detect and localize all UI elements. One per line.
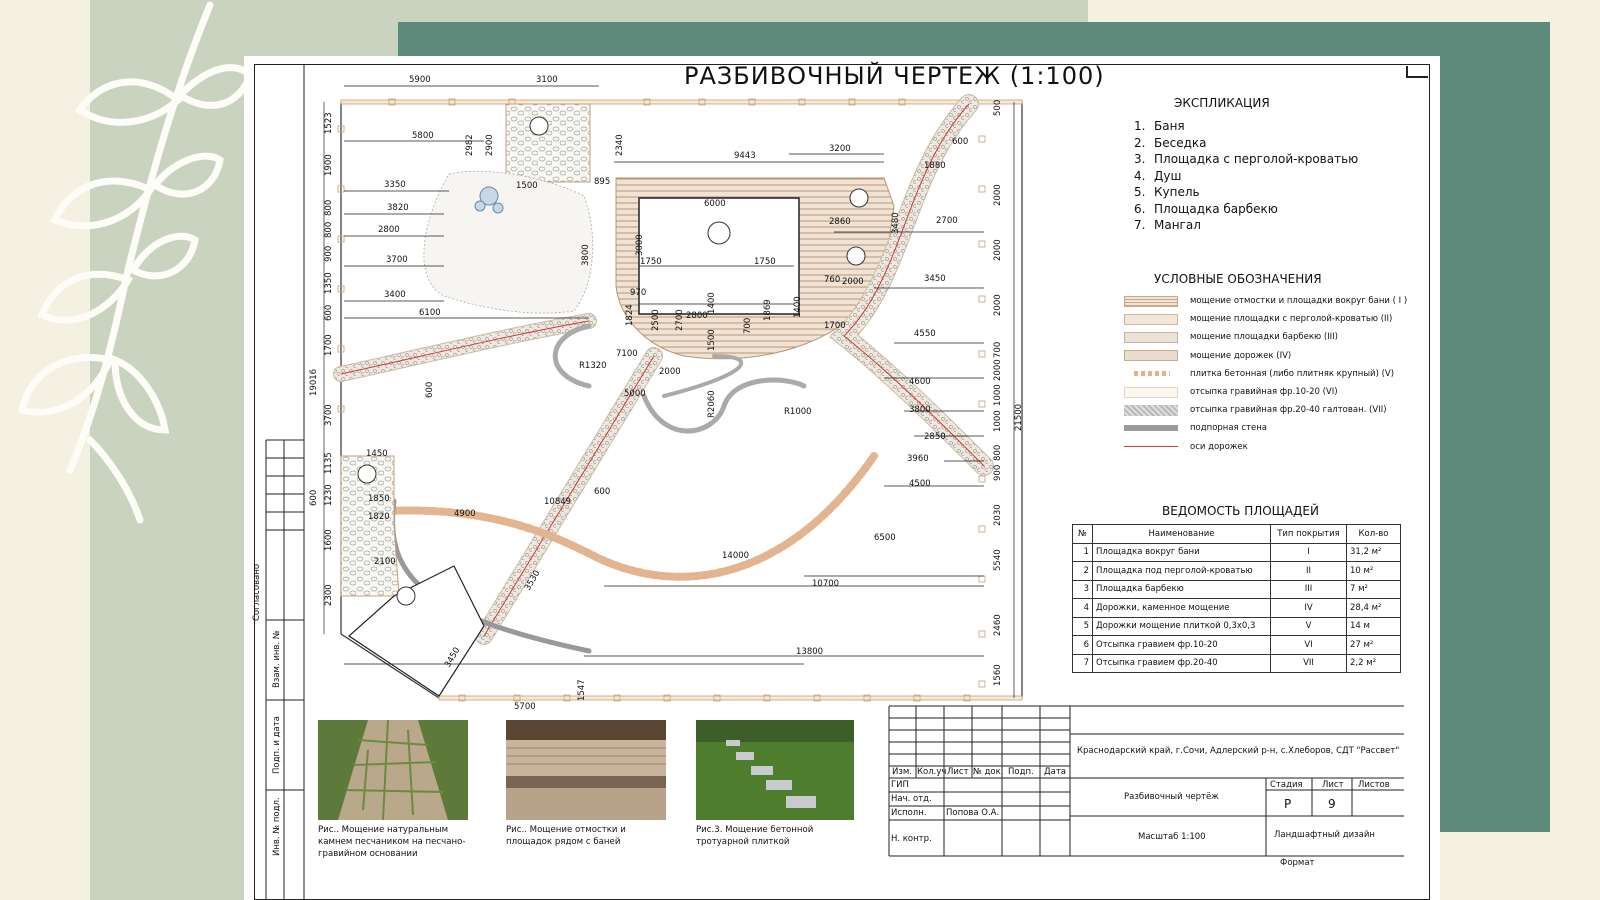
svg-text:2900: 2900 <box>485 134 495 156</box>
header-cell: № <box>1073 525 1093 544</box>
svg-text:2000: 2000 <box>659 367 681 377</box>
svg-text:2460: 2460 <box>993 614 1003 636</box>
explication-list <box>1124 118 1424 234</box>
svg-text:1820: 1820 <box>368 512 390 522</box>
svg-text:2000: 2000 <box>993 359 1003 381</box>
svg-text:2100: 2100 <box>374 557 396 567</box>
svg-text:3820: 3820 <box>387 203 409 213</box>
stamp-executor: Попова О.А. <box>946 808 1000 818</box>
svg-text:1000: 1000 <box>993 410 1003 432</box>
legend-item: мощение дорожек (IV) <box>1124 347 1440 365</box>
stamp-sheet: 9 <box>1328 797 1336 811</box>
explication-item: 4. Душ <box>1134 168 1182 183</box>
svg-text:1700: 1700 <box>324 334 334 356</box>
svg-text:3530: 3530 <box>522 568 543 593</box>
svg-text:3480: 3480 <box>891 212 901 234</box>
explication-item: 1. Баня <box>1134 119 1185 133</box>
stamp-org: Ландшафтный дизайн <box>1274 830 1375 840</box>
legend-item: отсыпка гравийная фр.10-20 (VI) <box>1124 383 1440 401</box>
stamp-stage-label: Стадия <box>1270 780 1303 790</box>
stamp-col-label: Изм. <box>892 767 912 777</box>
legend-swatch <box>1134 371 1170 376</box>
svg-text:600: 600 <box>425 381 435 398</box>
stamp-role: ГИП <box>891 780 909 790</box>
svg-text:2800: 2800 <box>686 311 708 321</box>
stamp-sheet-label: Лист <box>1322 780 1344 790</box>
svg-text:500: 500 <box>993 99 1003 116</box>
table-row: 7 Отсыпка гравием фр.20-40 VII 2,2 м² <box>1073 654 1401 673</box>
legend-swatch <box>1124 332 1178 343</box>
stamp-role: Исполн. <box>891 808 927 818</box>
explication-item: 5. Купель <box>1134 185 1200 199</box>
svg-text:1350: 1350 <box>324 272 334 294</box>
svg-text:6000: 6000 <box>704 199 726 209</box>
svg-text:4550: 4550 <box>914 329 936 339</box>
svg-text:1523: 1523 <box>324 112 334 134</box>
svg-text:900: 900 <box>324 245 334 262</box>
drawing-title: РАЗБИВОЧНЫЙ ЧЕРТЕЖ (1:100) <box>684 62 1105 90</box>
svg-text:1230: 1230 <box>324 484 334 506</box>
side-label-replace: Взам. инв. № <box>272 630 282 688</box>
svg-text:3450: 3450 <box>924 274 946 284</box>
stamp-format: Формат <box>1280 858 1315 868</box>
legend-panel <box>1124 272 1440 456</box>
svg-text:1500: 1500 <box>516 181 538 191</box>
svg-text:5540: 5540 <box>993 549 1003 571</box>
photo-caption: Рис.. Мощение натуральным камнем песчаником на песчано-гравийном основании <box>318 825 466 859</box>
svg-text:600: 600 <box>952 137 969 147</box>
svg-text:19016: 19016 <box>309 368 319 396</box>
svg-text:1900: 1900 <box>324 154 334 176</box>
svg-text:2982: 2982 <box>465 134 475 156</box>
svg-text:700: 700 <box>993 341 1003 358</box>
svg-text:1000: 1000 <box>993 384 1003 406</box>
svg-text:10700: 10700 <box>812 579 840 589</box>
legend-swatch <box>1124 425 1178 431</box>
svg-text:3450: 3450 <box>442 645 463 670</box>
svg-text:7100: 7100 <box>616 349 638 359</box>
svg-text:5900: 5900 <box>409 75 431 85</box>
stamp-location: Краснодарский край, г.Сочи, Адлерский р-н, с.Хлеборов, СДТ "Рассвет" <box>1077 746 1400 756</box>
table-header-row <box>1073 525 1401 544</box>
legend-title: УСЛОВНЫЕ ОБОЗНАЧЕНИЯ <box>1154 272 1322 286</box>
svg-text:1750: 1750 <box>640 257 662 267</box>
svg-text:3200: 3200 <box>829 144 851 154</box>
svg-text:900: 900 <box>993 464 1003 481</box>
legend-item: оси дорожек <box>1124 438 1440 456</box>
svg-text:1400: 1400 <box>793 296 803 318</box>
photo-deck <box>506 720 666 820</box>
stamp-col-label: № док. <box>973 767 1004 777</box>
svg-text:3960: 3960 <box>907 454 929 464</box>
legend-swatch <box>1124 350 1178 361</box>
table-row: 5 Дорожки мощение плиткой 0,3х0,3 V 14 м <box>1073 617 1401 636</box>
svg-text:3700: 3700 <box>324 404 334 426</box>
header-cell: Тип покрытия <box>1271 525 1347 544</box>
svg-text:13800: 13800 <box>796 647 824 657</box>
svg-text:1600: 1600 <box>324 529 334 551</box>
svg-text:21500: 21500 <box>1014 403 1024 431</box>
side-label-sign-date: Подп. и дата <box>272 716 282 774</box>
svg-text:800: 800 <box>324 221 334 238</box>
legend-swatch <box>1124 387 1178 398</box>
header-cell: Наименование <box>1093 525 1271 544</box>
legend-item: мощение отмостки и площадки вокруг бани ( I ) <box>1124 292 1440 310</box>
legend-item: подпорная стена <box>1124 419 1440 437</box>
svg-text:3700: 3700 <box>386 255 408 265</box>
svg-text:895: 895 <box>594 177 611 187</box>
legend-item: мощение площадки с перголой-кроватью (II) <box>1124 310 1440 328</box>
table-row: 6 Отсыпка гравием фр.10-20 VI 27 м² <box>1073 636 1401 655</box>
svg-text:1400: 1400 <box>707 292 717 314</box>
svg-text:1135: 1135 <box>324 452 334 474</box>
svg-text:2030: 2030 <box>993 504 1003 526</box>
svg-text:2700: 2700 <box>675 309 685 331</box>
svg-text:3100: 3100 <box>536 75 558 85</box>
table-row: 1 Площадка вокруг бани I 31,2 м² <box>1073 543 1401 562</box>
legend-swatch <box>1124 296 1178 307</box>
svg-text:800: 800 <box>324 199 334 216</box>
legend-item: отсыпка гравийная фр.20-40 галтован. (VII) <box>1124 401 1440 419</box>
svg-text:R1320: R1320 <box>579 361 607 371</box>
svg-text:3350: 3350 <box>384 180 406 190</box>
svg-text:600: 600 <box>594 487 611 497</box>
svg-text:4900: 4900 <box>454 509 476 519</box>
svg-text:1500: 1500 <box>707 329 717 351</box>
svg-text:2000: 2000 <box>993 239 1003 261</box>
side-label-inv: Инв. № подл. <box>272 797 282 856</box>
svg-text:1880: 1880 <box>924 161 946 171</box>
drawing-sheet <box>244 56 1440 900</box>
svg-text:600: 600 <box>324 304 334 321</box>
svg-text:1869: 1869 <box>763 299 773 321</box>
svg-text:2800: 2800 <box>378 225 400 235</box>
svg-text:1560: 1560 <box>993 664 1003 686</box>
explication-panel <box>1124 96 1424 234</box>
svg-text:800: 800 <box>993 444 1003 461</box>
corner-mark <box>1406 66 1428 78</box>
svg-text:10849: 10849 <box>544 497 572 507</box>
legend-swatch <box>1124 314 1178 325</box>
areas-table <box>1072 524 1401 673</box>
svg-text:3800: 3800 <box>909 405 931 415</box>
svg-text:2500: 2500 <box>651 309 661 331</box>
svg-text:760: 760 <box>824 275 841 285</box>
stamp-col-label: Лист <box>947 767 969 777</box>
side-label-agreed: Согласовано <box>252 563 262 621</box>
stamp-sheets-label: Листов <box>1358 780 1390 790</box>
svg-text:970: 970 <box>630 288 647 298</box>
svg-text:3400: 3400 <box>384 290 406 300</box>
svg-text:600: 600 <box>309 489 319 506</box>
stamp-scale: Масштаб 1:100 <box>1138 832 1206 842</box>
svg-text:3000: 3000 <box>635 234 645 256</box>
svg-text:1850: 1850 <box>368 494 390 504</box>
stamp-role: Нач. отд. <box>891 794 932 804</box>
svg-text:6500: 6500 <box>874 533 896 543</box>
svg-text:2700: 2700 <box>936 216 958 226</box>
explication-item: 3. Площадка с перголой-кроватью <box>1134 152 1359 166</box>
photo-caption: Рис.. Мощение отмостки и площадок рядом с баней <box>506 825 626 847</box>
areas-title: ВЕДОМОСТЬ ПЛОЩАДЕЙ <box>1162 504 1319 518</box>
svg-text:2300: 2300 <box>324 584 334 606</box>
stamp-stage: Р <box>1284 797 1292 811</box>
legend-item: мощение площадки барбекю (III) <box>1124 328 1440 346</box>
photo-stone-path <box>318 720 468 820</box>
explication-item: 6. Площадка барбекю <box>1134 201 1278 216</box>
svg-text:R1000: R1000 <box>784 407 812 417</box>
photo-caption: Рис.3. Мощение бетонной тротуарной плиткой <box>696 825 814 847</box>
svg-text:1547: 1547 <box>577 679 587 701</box>
stamp-col-label: Кол.уч <box>917 767 947 777</box>
svg-text:1750: 1750 <box>754 257 776 267</box>
svg-text:2850: 2850 <box>924 432 946 442</box>
svg-text:3800: 3800 <box>581 244 591 266</box>
svg-text:R2060: R2060 <box>707 390 717 418</box>
svg-text:4600: 4600 <box>909 377 931 387</box>
explication-item: 7. Мангал <box>1134 218 1201 232</box>
svg-text:2860: 2860 <box>829 217 851 227</box>
table-row: 2 Площадка под перголой-кроватью II 10 м² <box>1073 562 1401 581</box>
svg-text:14000: 14000 <box>722 551 750 561</box>
explication-item: 2. Беседка <box>1134 135 1207 150</box>
svg-text:2000: 2000 <box>993 184 1003 206</box>
stamp-col-label: Дата <box>1044 767 1067 777</box>
leaf-branch-decoration <box>0 0 270 560</box>
svg-text:9443: 9443 <box>734 151 756 161</box>
stamp-role: Н. контр. <box>891 834 932 844</box>
svg-text:2340: 2340 <box>615 134 625 156</box>
photo-concrete-tiles <box>696 720 854 820</box>
legend-swatch <box>1124 405 1178 416</box>
svg-text:1450: 1450 <box>366 449 388 459</box>
table-row: 3 Площадка барбекю III 7 м² <box>1073 580 1401 599</box>
svg-text:5800: 5800 <box>412 131 434 141</box>
explication-title: ЭКСПЛИКАЦИЯ <box>1174 96 1270 110</box>
svg-text:4500: 4500 <box>909 479 931 489</box>
legend-item: плитка бетонная (либо плитняк крупный) (V) <box>1124 365 1440 383</box>
header-cell: Кол-во <box>1347 525 1401 544</box>
svg-text:1700: 1700 <box>824 321 846 331</box>
table-row: 4 Дорожки, каменное мощение IV 28,4 м² <box>1073 599 1401 618</box>
stamp-sheet-name: Разбивочный чертёж <box>1124 792 1219 802</box>
svg-text:6100: 6100 <box>419 308 441 318</box>
stamp-col-label: Подп. <box>1008 767 1034 777</box>
svg-text:700: 700 <box>743 317 753 334</box>
svg-text:1824: 1824 <box>625 304 635 326</box>
svg-text:2000: 2000 <box>842 277 864 287</box>
svg-text:5700: 5700 <box>514 702 536 712</box>
legend-swatch <box>1124 446 1178 448</box>
svg-text:2000: 2000 <box>993 294 1003 316</box>
svg-text:5000: 5000 <box>624 389 646 399</box>
